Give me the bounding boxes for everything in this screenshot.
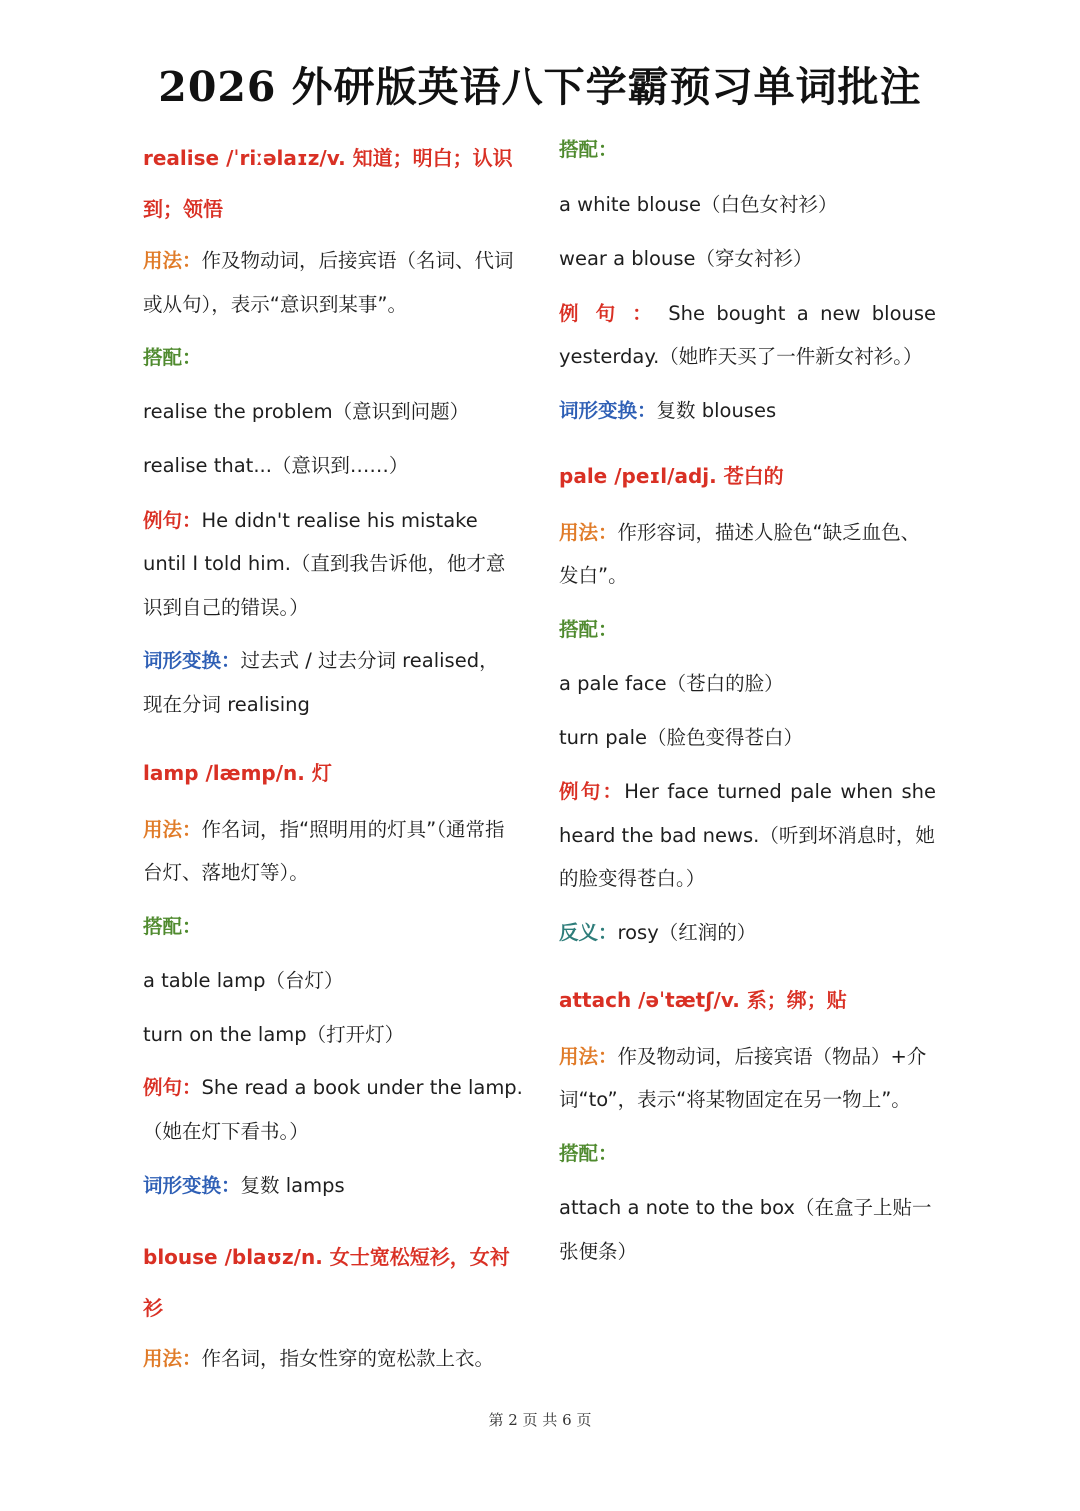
word-heading: realise /ˈriːəlaɪz/v. 知道；明白；认识到；领悟 (143, 146, 513, 221)
example-text: He didn't realise his mistake until I told him.（直到我告诉他，他才意识到自己的错误。） (143, 508, 506, 619)
example-label: 例句： (559, 780, 625, 803)
antonym-line (559, 911, 936, 955)
word-forms-text: 复数 lamps (240, 1174, 345, 1197)
collocation-item: a table lamp（台灯） (143, 969, 344, 992)
entry-realise (143, 133, 523, 726)
example-text: She bought a new blouse (668, 301, 937, 325)
collocation-item: a pale face（苍白的脸） (559, 672, 784, 695)
usage-label: 用法： (143, 249, 202, 272)
usage-text: 作及物动词，后接宾语（名词、代词或从句），表示“意识到某事”。 (143, 249, 514, 316)
example-translation: （她在灯下看书。） (143, 1119, 309, 1143)
usage-text: 作形容词，描述人脸色“缺乏血色、发白”。 (559, 520, 921, 587)
collocation-label: 搭配： (143, 346, 202, 369)
word-forms-text: 复数 blouses (656, 398, 777, 422)
usage-line (559, 1035, 936, 1122)
usage-text: 作名词，指女性穿的宽松款上衣。 (201, 1347, 495, 1370)
collocation-label: 搭配： (559, 1141, 618, 1165)
word-heading: lamp /læmp/n. 灯 (143, 761, 332, 785)
example-label: 例 句 ： (559, 301, 657, 325)
collocation-item: realise that...（意识到……） (143, 454, 409, 477)
word-forms-line (559, 389, 936, 433)
example-text: She read a book under the lamp. (201, 1076, 523, 1099)
word-forms-label: 词形变换： (559, 398, 657, 422)
word-forms-text: 过去式 / 过去分词 realised， (240, 649, 499, 672)
usage-line (143, 239, 523, 326)
entry-blouse (143, 1232, 523, 1381)
word-forms-text: 现在分词 realising (143, 692, 310, 716)
usage-text: 作名词，指“照明用的灯具”（通常指台灯、落地灯等）。 (143, 817, 505, 884)
word-forms-line (143, 639, 523, 683)
antonym-label: 反义： (559, 920, 618, 944)
word-forms-label: 词形变换： (143, 649, 241, 672)
example-label: 例句： (143, 1076, 202, 1099)
example-line (559, 292, 936, 336)
usage-text: 作及物动词，后接宾语（物品）+介词“to”，表示“将某物固定在另一物上”。 (559, 1044, 927, 1111)
usage-line (559, 511, 936, 598)
example-label: 例句： (143, 508, 202, 532)
page-footer: 第 2 页 共 6 页 (488, 1411, 592, 1429)
word-heading: blouse /blaʊz/n. 女士宽松短衫，女衬衫 (143, 1245, 510, 1320)
usage-label: 用法： (559, 1044, 618, 1068)
example-line (143, 499, 523, 630)
collocation-item: a white blouse（白色女衬衫） (559, 192, 838, 216)
entry-pale (559, 455, 936, 954)
example-text: yesterday.（她昨天买了一件新女衬衫。） (559, 345, 923, 368)
example-text: heard the bad news.（听到坏消息时，她的脸变得苍白。） (559, 823, 935, 890)
usage-line (143, 808, 523, 895)
collocation-item: realise the problem（意识到问题） (143, 399, 470, 423)
page-title: 2026 外研版英语八下学霸预习单词批注 (158, 63, 922, 111)
antonym-text: rosy（红润的） (617, 920, 757, 944)
entry-lamp (143, 752, 523, 1208)
example-text: Her face turned pale when she (624, 780, 936, 803)
example-line (559, 770, 936, 814)
entry-attach (559, 979, 936, 1273)
usage-label: 用法： (143, 1347, 202, 1370)
collocation-label: 搭配： (559, 138, 618, 161)
usage-line (143, 1337, 523, 1381)
collocation-item: attach a note to the box（在盒子上贴一张便条） (559, 1196, 932, 1263)
word-forms-line (143, 1164, 523, 1208)
collocation-item: wear a blouse（穿女衬衫） (559, 247, 813, 270)
collocation-label: 搭配： (143, 914, 202, 938)
example-line (143, 1066, 523, 1110)
collocation-item: turn pale（脸色变得苍白） (559, 725, 803, 749)
usage-label: 用法： (143, 817, 202, 841)
usage-label: 用法： (559, 520, 618, 544)
entry-blouse-continued (559, 128, 936, 432)
word-heading: pale /peɪl/adj. 苍白的 (559, 464, 784, 488)
word-forms-label: 词形变换： (143, 1174, 241, 1197)
collocation-label: 搭配： (559, 617, 618, 641)
collocation-item: turn on the lamp（打开灯） (143, 1022, 405, 1046)
word-heading: attach /əˈtætʃ/v. 系；绑；贴 (559, 988, 847, 1012)
